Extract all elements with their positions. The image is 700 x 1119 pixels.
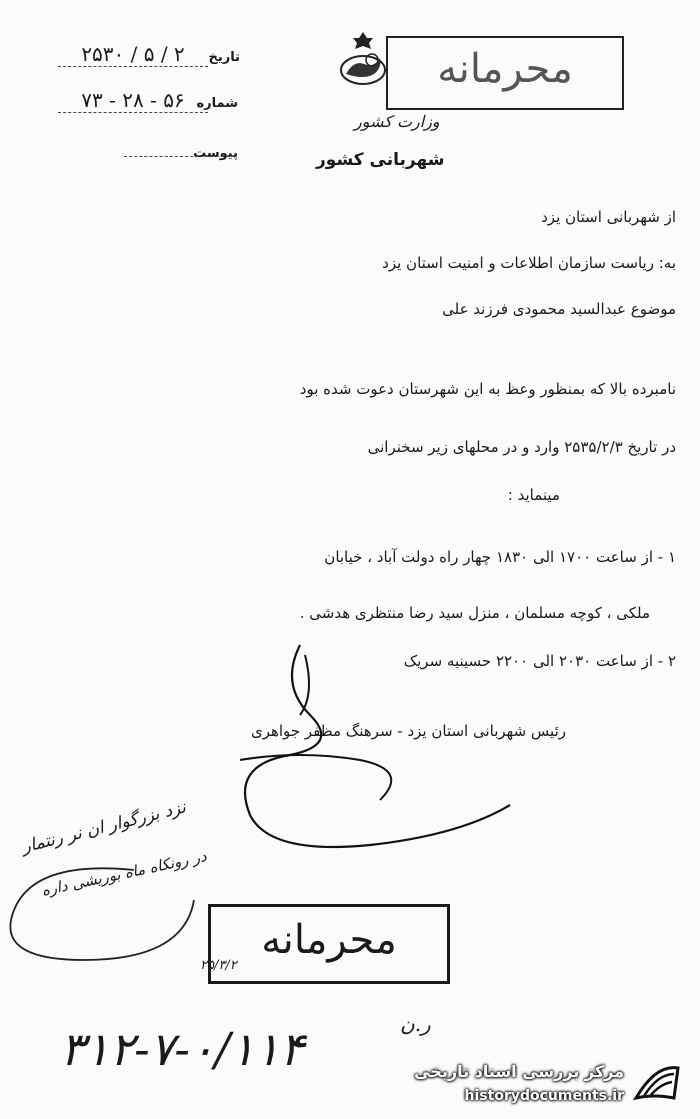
archive-number: ۳۱۲-۷-۰/۱۱۴ — [60, 1022, 305, 1076]
office-name: شهربانی کشور — [316, 150, 445, 170]
date-value: ۲۵۳۰ / ۵ / ۲ — [58, 42, 208, 67]
body-line-5: ملکی ، کوچه مسلمان ، منزل سید رضا منتظری هدشی . — [299, 604, 650, 622]
number-value: ۷۳ - ۲۸ - ۵۶ — [58, 88, 208, 113]
date-label: تاریخ — [208, 50, 240, 65]
stamp-scribble: ۲۵/۳/۲ — [200, 958, 237, 973]
handwritten-note-line-2: در رونکاه ماه بوریشی داره — [40, 847, 209, 900]
classification-stamp-bottom-text: محرمانه — [261, 917, 397, 963]
ministry-name: وزارت کشور — [354, 112, 440, 131]
archive-logo-icon — [630, 1058, 684, 1112]
classification-stamp-top-text: محرمانه — [437, 46, 573, 92]
footer-website: historydocuments.ir — [464, 1088, 624, 1104]
body-line-2: در تاریخ ۲۵۳۵/۲/۳ وارد و در محلهای زیر سخنرانی — [367, 438, 676, 456]
body-line-6: ۲ - از ساعت ۲۰۳۰ الی ۲۲۰۰ حسینیه سریک — [403, 652, 676, 670]
classification-stamp-top — [386, 36, 624, 110]
classification-stamp-bottom — [208, 904, 450, 984]
letter-subject: موضوع عبدالسید محمودی فرزند علی — [442, 300, 676, 318]
lion-sun-emblem-icon — [336, 30, 390, 92]
letter-to: به: ریاست سازمان اطلاعات و امنیت استان یزد — [382, 254, 676, 272]
body-line-4: ۱ - از ساعت ۱۷۰۰ الی ۱۸۳۰ چهار راه دولت آباد ، خیابان — [324, 548, 676, 566]
signature-line: رئیس شهربانی استان یزد - سرهنگ مظفر جواهری — [250, 722, 566, 740]
footer-org-name: مرکز بررسی اسناد تاریخی — [414, 1062, 624, 1081]
handwritten-note-line-1: نزد بزرگوار ان نر رنتمار — [20, 797, 188, 858]
attachment-label: پیوست — [193, 146, 238, 161]
body-line-1: نامبرده بالا که بمنظور وعظ به این شهرستان دعوت شده بود — [299, 380, 676, 398]
signature-scribble-icon — [220, 640, 550, 890]
body-line-3: مینماید : — [507, 486, 560, 504]
number-label: شماره — [196, 96, 238, 111]
initials: ر.ن — [400, 1012, 431, 1036]
attachment-line — [124, 156, 234, 157]
letter-from: از شهربانی استان یزد — [541, 208, 676, 226]
